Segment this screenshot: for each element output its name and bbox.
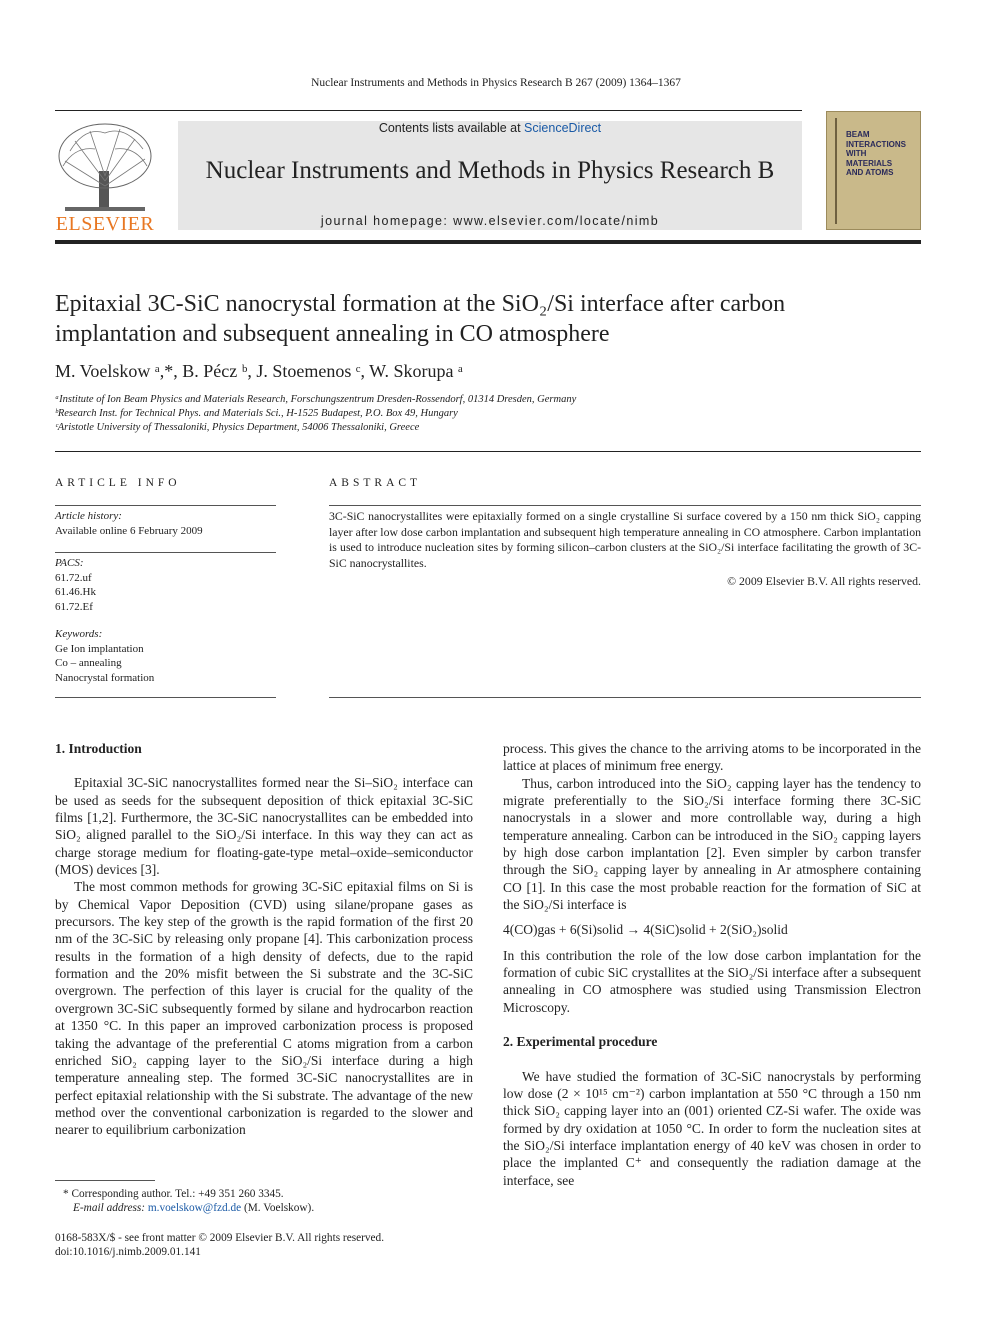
affiliation-a: ᵃInstitute of Ion Beam Physics and Materials Research, Forschungszentrum Dresden-Rossendorf, 01314 Dresden, Germany	[55, 394, 577, 405]
section-2-title: 2. Experimental procedure	[503, 1034, 658, 1050]
author-list: M. Voelskow ᵃ,*, B. Pécz ᵇ, J. Stoemenos ᶜ, W. Skorupa ᵃ	[55, 361, 463, 381]
header-thick-rule	[55, 240, 921, 244]
journal-title: Nuclear Instruments and Methods in Physics Research B	[205, 157, 775, 184]
equation: 4(CO)gas + 6(Si)solid → 4(SiC)solid + 2(SiO₂)solid	[503, 922, 788, 938]
doi-line[interactable]: doi:10.1016/j.nimb.2009.01.141	[55, 1246, 201, 1258]
front-matter	[55, 1231, 495, 1259]
affiliation-c: ᶜAristotle University of Thessaloniki, Physics Department, 54006 Thessaloniki, Greece	[55, 422, 420, 433]
footnote-rule	[55, 1180, 155, 1181]
column-left	[55, 740, 473, 1139]
paragraph: process. This gives the chance to the arriving atoms to be incorporated in the lattice at places of minimum free energy.	[503, 741, 921, 774]
elsevier-logo	[55, 121, 155, 233]
section-1-title: 1. Introduction	[55, 741, 142, 756]
footnote: * Corresponding author. Tel.: +49 351 260 3345. E-mail address: m.voelskow@fzd.de (M. Voelskow).	[63, 1187, 473, 1215]
list-item: Ge Ion implantation	[55, 642, 144, 655]
keywords-block: Keywords: Ge Ion implantation Co – annealing Nanocrystal formation	[55, 627, 276, 685]
article-title: Epitaxial 3C-SiC nanocrystal formation at the SiO₂/Si interface after carbon implantation and subsequent annealing in CO atmosphere	[55, 291, 786, 347]
list-item: Co – annealing	[55, 657, 122, 669]
pacs-block: PACS: 61.72.uf 61.46.Hk 61.72.Ef	[55, 556, 276, 614]
list-item: 61.72.uf	[55, 571, 92, 584]
list-item: Nanocrystal formation	[55, 671, 155, 684]
header-top-rule	[55, 110, 802, 111]
divider-affiliations	[55, 451, 921, 452]
journal-reference: Nuclear Instruments and Methods in Physics Research B 267 (2009) 1364–1367	[311, 77, 681, 89]
contents-line	[178, 121, 802, 135]
elsevier-wordmark: ELSEVIER	[55, 213, 155, 235]
corresponding-author: * Corresponding author. Tel.: +49 351 260 3345.	[63, 1188, 284, 1200]
column-right	[503, 740, 921, 1189]
contents-prefix: Contents lists available at	[378, 121, 525, 135]
article-history: Article history: Available online 6 February 2009	[55, 510, 203, 537]
paragraph: In this contribution the role of the low dose carbon implantation for the formation of cubic SiC crystallites at the SiO₂/Si interface after a subsequent annealing in CO atmosphere was studied using Transmission Electron Microscopy.	[503, 947, 921, 1015]
paragraph: Thus, carbon introduced into the SiO₂ capping layer has the tendency to migrate preferentially to the SiO₂/Si interface forming there 3C-SiC nanocrystals in a slower and more controllable way, during a high temperature annealing. Carbon can be introduced in the SiO₂ capping layers by high dose carbon implantation [2]. Even simpler by carbon transfer through the SiO₂ capping layer by annealing in Ar atmosphere containing CO [1]. In this case the most probable reaction for the formation of SiC at the SiO₂/Si interface is	[503, 775, 921, 913]
paragraph: We have studied the formation of 3C-SiC nanocrystals by performing low dose (2 × 10¹⁵ cm⁻²) carbon implantation at 550 °C through a 150 nm thick SiO₂ capping layer into an (001) oriented CZ-Si wafer. The oxide was formed by dry oxidation at 1050 °C. In order to form the nucleation sites at the SiO₂/Si interface implantation energy of 40 keV was chosen in order to place the implanted C⁺ and consequently the radiation damage at the interface, see	[503, 1068, 921, 1188]
email-link[interactable]: m.voelskow@fzd.de	[147, 1202, 242, 1214]
abstract-text: 3C-SiC nanocrystallites were epitaxially formed on a single crystalline Si surface covered by a 150 nm thick SiO₂ capping layer after low dose carbon implantation and subsequent high temperature annealing in CO atmosphere. Carbon implantation is used to introduce nucleation sites by forming silicon–carbon clusters at the SiO₂/Si interface facilitating the growth of 3C-SiC nanocrystallites.	[329, 509, 921, 571]
abstract-copyright: © 2009 Elsevier B.V. All rights reserved.	[727, 574, 921, 588]
issn-line: 0168-583X/$ - see front matter © 2009 Elsevier B.V. All rights reserved.	[55, 1232, 385, 1244]
paragraph: Epitaxial 3C-SiC nanocrystallites formed near the Si–SiO₂ interface can be used as seeds for the subsequent deposition of thick epitaxial 3C-SiC films [1,2]. Furthermore, the 3C-SiC nanocrystallites can be embedded into SiO₂ aligned parallel to the SiO₂/Si interface. In this way they can act as charge storage medium for floating-gate-type metal–oxide–semiconductor (MOS) devices [3].	[55, 775, 473, 878]
sciencedirect-link[interactable]: ScienceDirect	[524, 121, 602, 135]
paragraph: The most common methods for growing 3C-SiC epitaxial films on Si is by Chemical Vapor Deposition (CVD) using silane/propane gases as precursors. The key step of the growth is the rapid formation of the first 20 nm of the 3C-SiC by releasing only propane [4]. This carbonization process results in the formation of a high density of defects, due to the rapid formation and the 20% misfit between the Si substrate and the 3C-SiC overgrown. The perfection of this layer is crucial for the quality of the overgrown 3C-SiC subsequently formed by silane and hydrocarbon reaction at 1350 °C. In this paper an improved carbonization process is proposed taking the advantage of the preferential C atoms migration from a carbon enriched SiO₂ capping layer to the SiO₂/Si interface during a high temperature annealing step. The formed 3C-SiC nanocrystallites are in perfect epitaxial relationship with the Si substrate. The advantage of the new method over the conventional carbonization is regarded to the slower and nearer to equilibrium carbonization	[55, 879, 473, 1138]
list-item: 61.72.Ef	[55, 600, 93, 613]
abstract-heading: ABSTRACT	[329, 477, 422, 489]
cover-title: BEAM INTERACTIONS WITH MATERIALS AND ATOMS	[846, 130, 906, 177]
list-item: 61.46.Hk	[55, 586, 96, 598]
elsevier-tree-icon	[55, 121, 155, 216]
affiliation-b: ᵇResearch Inst. for Technical Phys. and Materials Sci., H-1525 Budapest, P.O. Box 49, Hungary	[55, 408, 458, 419]
journal-homepage[interactable]: journal homepage: www.elsevier.com/locate/nimb	[320, 214, 660, 228]
article-info-heading: ARTICLE INFO	[55, 477, 181, 489]
